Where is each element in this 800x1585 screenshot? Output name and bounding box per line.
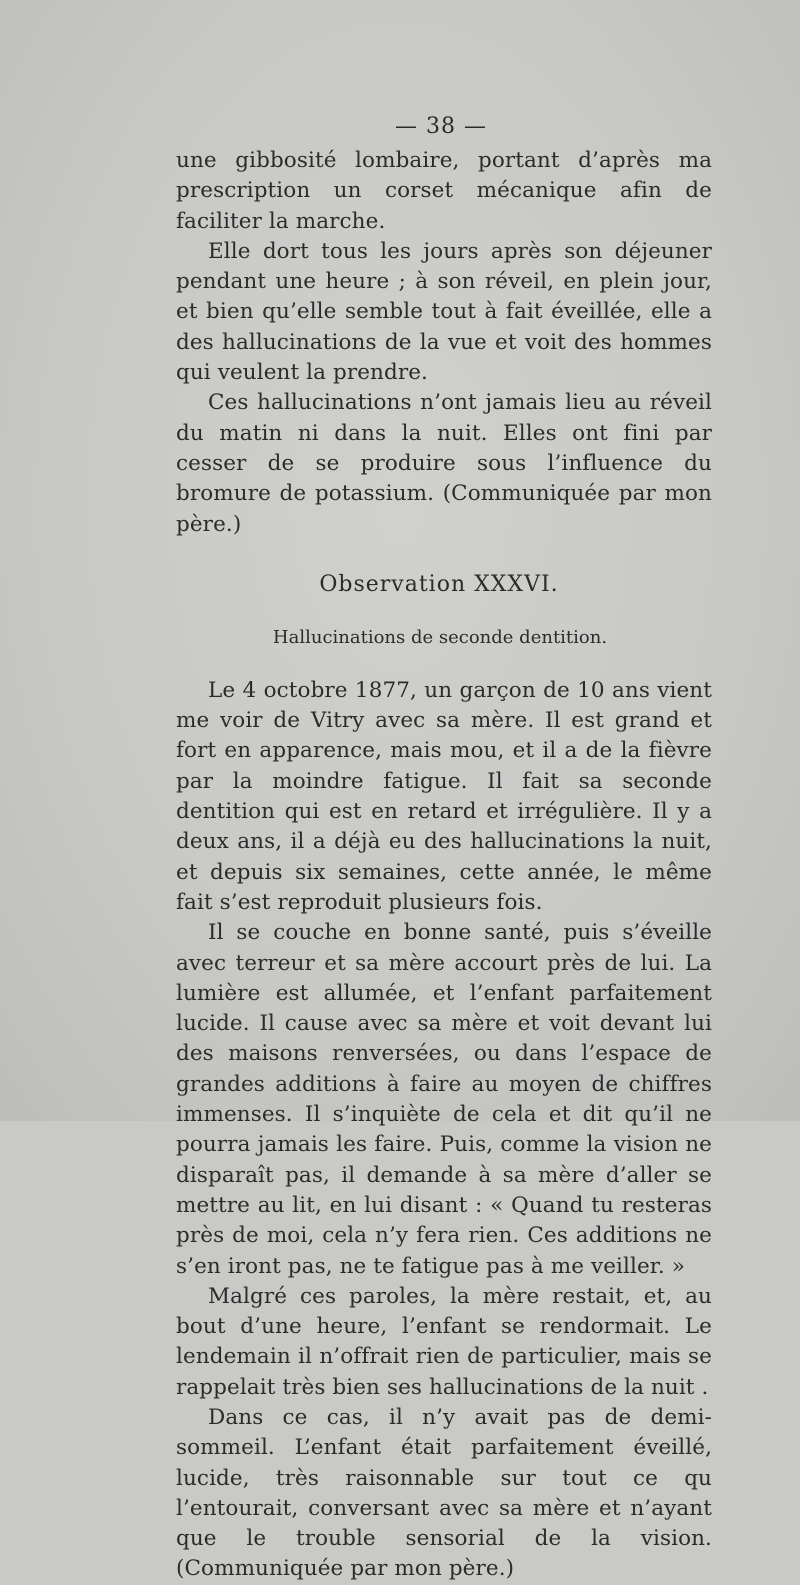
- paragraph: Dans ce cas, il n’y avait pas de demi-sommeil. L’enfant était parfaitement éveillé, lucide, très raisonnable sur tout ce qu l’entourait, conversant avec sa mère et n’ayant que le trouble sensorial de la vision. (Communiquée par mon père.): [176, 1404, 712, 1582]
- text-block: [176, 112, 712, 1585]
- paragraph: Malgré ces paroles, la mère restait, et, au bout d’une heure, l’enfant se rendormait. Le lendemain il n’offrait rien de particulier, mais se rappelait très bien ses hallucinations de la nuit .: [176, 1283, 712, 1400]
- observation-subtitle: Hallucinations de seconde dentition.: [272, 626, 608, 648]
- paragraph: une gibbosité lombaire, portant d’après ma prescription un corset mécanique afin de faciliter la marche.: [176, 148, 712, 234]
- paragraph: Le 4 octobre 1877, un garçon de 10 ans vient me voir de Vitry avec sa mère. Il est grand et fort en apparence, mais mou, et il a de la fièvre par la moindre fatigue. Il fait sa seconde dentition qui est en retard et irrégulière. Il y a deux ans, il a déjà eu des hallucinations la nuit, et depuis six semaines, cette année, le même fait s’est reproduit plusieurs fois.: [176, 677, 712, 915]
- page-number: — 38 —: [395, 114, 487, 139]
- paragraph: Elle dort tous les jours après son déjeuner pendant une heure ; à son réveil, en plein jour, et bien qu’elle semble tout à fait éveillée, elle a des hallucinations de la vue et voit des hommes qui veulent la prendre.: [176, 238, 712, 386]
- observation-heading: Observation XXXVI.: [319, 571, 559, 597]
- paragraph: Il se couche en bonne santé, puis s’éveille avec terreur et sa mère accourt près de lui. La lumière est allumée, et l’enfant parfaitement lucide. Il cause avec sa mère et voit devant lui des maisons renversées, ou dans l’espace de grandes additions à faire au moyen de chiffres immenses. Il s’inquiète de cela et dit qu’il ne pourra jamais les faire. Puis, comme la vision ne disparaît pas, il demande à sa mère d’aller se mettre au lit, en lui disant : « Quand tu resteras près de moi, cela n’y fera rien. Ces additions ne s’en iront pas, ne te fatigue pas à me veiller. »: [176, 920, 712, 1279]
- paragraph: Ces hallucinations n’ont jamais lieu au réveil du matin ni dans la nuit. Elles ont fini par cesser de se produire sous l’influence du bromure de potassium. (Communiquée par mon père.): [176, 390, 712, 537]
